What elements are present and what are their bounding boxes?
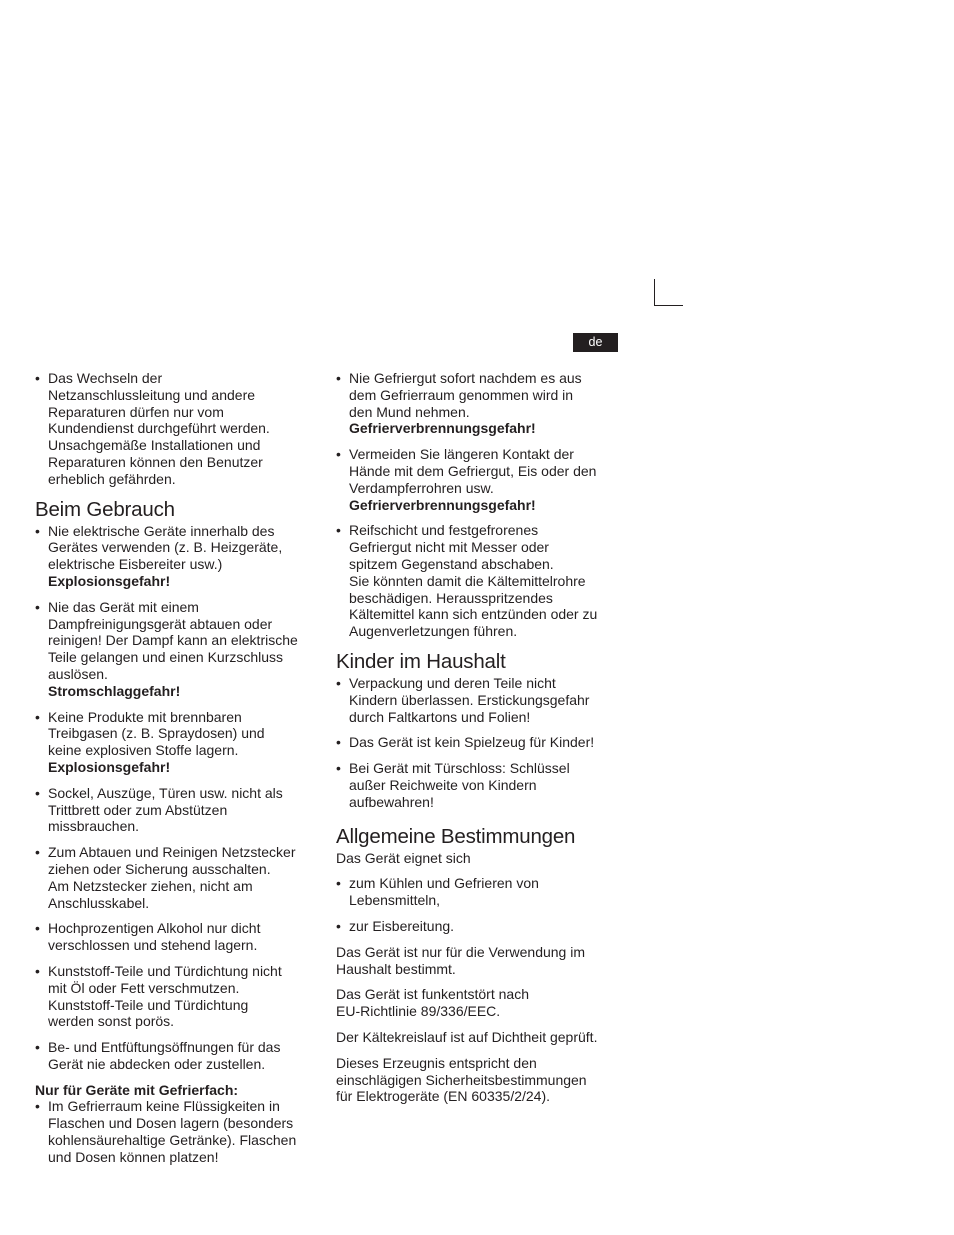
freezer-safety-list: [336, 370, 626, 640]
text-line: Teile gelangen und einen Kurzschluss: [48, 649, 284, 666]
text-line: • Verpackung und deren Teile nicht: [349, 674, 556, 691]
text-line: • Nie Gefriergut sofort nachdem es aus: [349, 370, 582, 386]
list-item: [35, 709, 325, 776]
text-line: • Das Wechseln der: [48, 370, 163, 386]
text-line: durch Faltkartons und Folien!: [349, 708, 531, 725]
text-line: • Hochprozentigen Alkohol nur dicht: [48, 920, 261, 937]
text-line: Dampfreinigungsgerät abtauen oder: [48, 615, 273, 632]
text-line: • Nie das Gerät mit einem: [48, 598, 199, 615]
general-intro: Das Gerät eignet sich: [336, 849, 471, 866]
text-line: Gerätes verwenden (z. B. Heizgeräte,: [48, 539, 283, 556]
text-line: Haushalt bestimmt.: [336, 960, 456, 977]
text-line: Trittbrett oder zum Abstützen: [48, 801, 228, 818]
text-line: ziehen oder Sicherung ausschalten.: [48, 860, 271, 877]
text-line: Sie könnten damit die Kältemittelrohre: [349, 572, 586, 589]
text-line: für Elektrogeräte (EN 60335/2/24).: [336, 1088, 551, 1105]
text-line: missbrauchen.: [48, 818, 140, 835]
text-line: • Bei Gerät mit Türschloss: Schlüssel: [349, 760, 570, 777]
text-line: Am Netzstecker ziehen, nicht am: [48, 877, 253, 894]
text-line: • Kunststoff-Teile und Türdichtung nicht: [48, 962, 282, 979]
text-line: Gefriergut nicht mit Messer oder: [349, 539, 549, 556]
text-line: und Dosen können platzen!: [48, 1148, 219, 1165]
text-line: elektrische Eisbereiter usw.): [48, 556, 223, 573]
section-heading-kinder-im-haushalt: Kinder im Haushalt: [336, 649, 506, 673]
list-item: [35, 1098, 325, 1165]
text-line: • zur Eisbereitung.: [349, 917, 455, 934]
general-paragraph: [336, 986, 626, 1020]
text-line: einschlägigen Sicherheitsbestimmungen: [336, 1071, 587, 1088]
list-item: [35, 523, 325, 590]
text-line: werden sonst porös.: [48, 1013, 175, 1030]
list-item: [35, 844, 325, 911]
list-item: [336, 875, 626, 909]
section-heading-allgemeine-bestimmungen: Allgemeine Bestimmungen: [336, 824, 576, 848]
text-line: dem Gefrierraum genommen wird in: [349, 386, 574, 403]
list-item: [35, 1039, 325, 1073]
text-line: Kältemittel kann sich entzünden oder zu: [349, 606, 598, 623]
freezer-subheading: Nur für Geräte mit Gefrierfach:: [35, 1081, 239, 1098]
text-line: Verdampferrohren usw.: [349, 479, 494, 496]
general-list: [336, 875, 626, 934]
text-line: • Sockel, Auszüge, Türen usw. nicht als: [48, 784, 283, 801]
general-paragraph: [336, 944, 626, 978]
kids-list: [336, 675, 626, 811]
section-heading-beim-gebrauch: Beim Gebrauch: [35, 497, 175, 521]
text-line: • zum Kühlen und Gefrieren von: [349, 875, 539, 892]
text-line: • Zum Abtauen und Reinigen Netzstecker: [48, 844, 296, 861]
general-paragraph: [336, 1029, 626, 1046]
list-item: [336, 918, 626, 935]
text-line: mit Öl oder Fett verschmutzen.: [48, 979, 240, 996]
text-line: Kundendienst durchgeführt werden.: [48, 420, 270, 437]
freezer-list: [35, 1098, 325, 1165]
text-line: Hände mit dem Gefriergut, Eis oder den: [349, 462, 597, 479]
text-line: Netzanschlussleitung und andere: [48, 386, 256, 403]
warning-text: Gefrierverbrennungsgefahr!: [349, 496, 536, 513]
text-line: • Im Gefrierraum keine Flüssigkeiten in: [48, 1098, 280, 1115]
crop-corner-mark: [654, 279, 683, 306]
text-line: • Vermeiden Sie längeren Kontakt der: [349, 446, 574, 463]
text-line: erheblich gefährden.: [48, 470, 176, 487]
warning-text: Explosionsgefahr!: [48, 758, 171, 775]
left-column: [35, 370, 325, 1175]
text-line: keine explosiven Stoffe lagern.: [48, 742, 239, 759]
text-line: den Mund nehmen.: [349, 403, 470, 420]
list-item: [35, 920, 325, 954]
text-line: Treibgasen (z. B. Spraydosen) und: [48, 725, 265, 742]
warning-text: Explosionsgefahr!: [48, 572, 171, 589]
text-line: reinigen! Der Dampf kann an elektrische: [48, 632, 298, 649]
text-line: Reparaturen können den Benutzer: [48, 453, 263, 470]
text-line: • Be- und Entfüftungsöffnungen für das: [48, 1039, 281, 1056]
list-item: [35, 599, 325, 700]
text-line: verschlossen und stehend lagern.: [48, 937, 258, 954]
intro-list: [35, 370, 325, 488]
text-line: spitzem Gegenstand abschaben.: [349, 555, 554, 572]
right-column: [336, 370, 626, 1114]
text-line: aufbewahren!: [349, 793, 434, 810]
language-tab: de: [573, 333, 618, 352]
text-line: • Keine Produkte mit brennbaren: [48, 708, 242, 725]
list-item: [336, 734, 626, 751]
general-paragraph: [336, 1055, 626, 1105]
list-item: [35, 963, 325, 1030]
text-line: Kunststoff-Teile und Türdichtung: [48, 996, 249, 1013]
text-line: Kindern überlassen. Erstickungsgefahr: [349, 691, 590, 708]
text-line: Gerät nie abdecken oder zustellen.: [48, 1055, 266, 1072]
text-line: außer Reichweite von Kindern: [349, 776, 537, 793]
warning-text: Gefrierverbrennungsgefahr!: [349, 420, 536, 437]
text-line: Das Gerät ist nur für die Verwendung im: [336, 943, 586, 960]
text-line: Dieses Erzeugnis entspricht den: [336, 1054, 537, 1071]
text-line: Augenverletzungen führen.: [349, 623, 518, 640]
list-item: [35, 370, 325, 488]
text-line: beschädigen. Herausspritzendes: [349, 589, 553, 606]
text-line: • Reifschicht und festgefrorenes: [349, 522, 539, 539]
list-item: [336, 760, 626, 810]
list-item: [336, 522, 626, 640]
text-line: Reparaturen dürfen nur vom: [48, 403, 224, 420]
text-line: Flaschen und Dosen lagern (besonders: [48, 1115, 294, 1132]
text-line: Lebensmitteln,: [349, 892, 441, 909]
warning-text: Stromschlaggefahr!: [48, 682, 181, 699]
usage-list: [35, 523, 325, 1073]
text-line: Anschlusskabel.: [48, 894, 150, 911]
text-line: EU-Richtlinie 89/336/EEC.: [336, 1003, 501, 1020]
text-line: auslösen.: [48, 665, 108, 682]
text-line: Der Kältekreislauf ist auf Dichtheit geprüft.: [336, 1028, 598, 1045]
list-item: [35, 785, 325, 835]
text-line: kohlensäurehaltige Getränke). Flaschen: [48, 1132, 297, 1149]
list-item: [336, 446, 626, 513]
text-line: Das Gerät ist funkentstört nach: [336, 986, 529, 1003]
text-line: • Das Gerät ist kein Spielzeug für Kinder!: [349, 734, 595, 751]
list-item: [336, 370, 626, 437]
text-line: Unsachgemäße Installationen und: [48, 437, 261, 454]
text-line: • Nie elektrische Geräte innerhalb des: [48, 522, 275, 539]
list-item: [336, 675, 626, 725]
